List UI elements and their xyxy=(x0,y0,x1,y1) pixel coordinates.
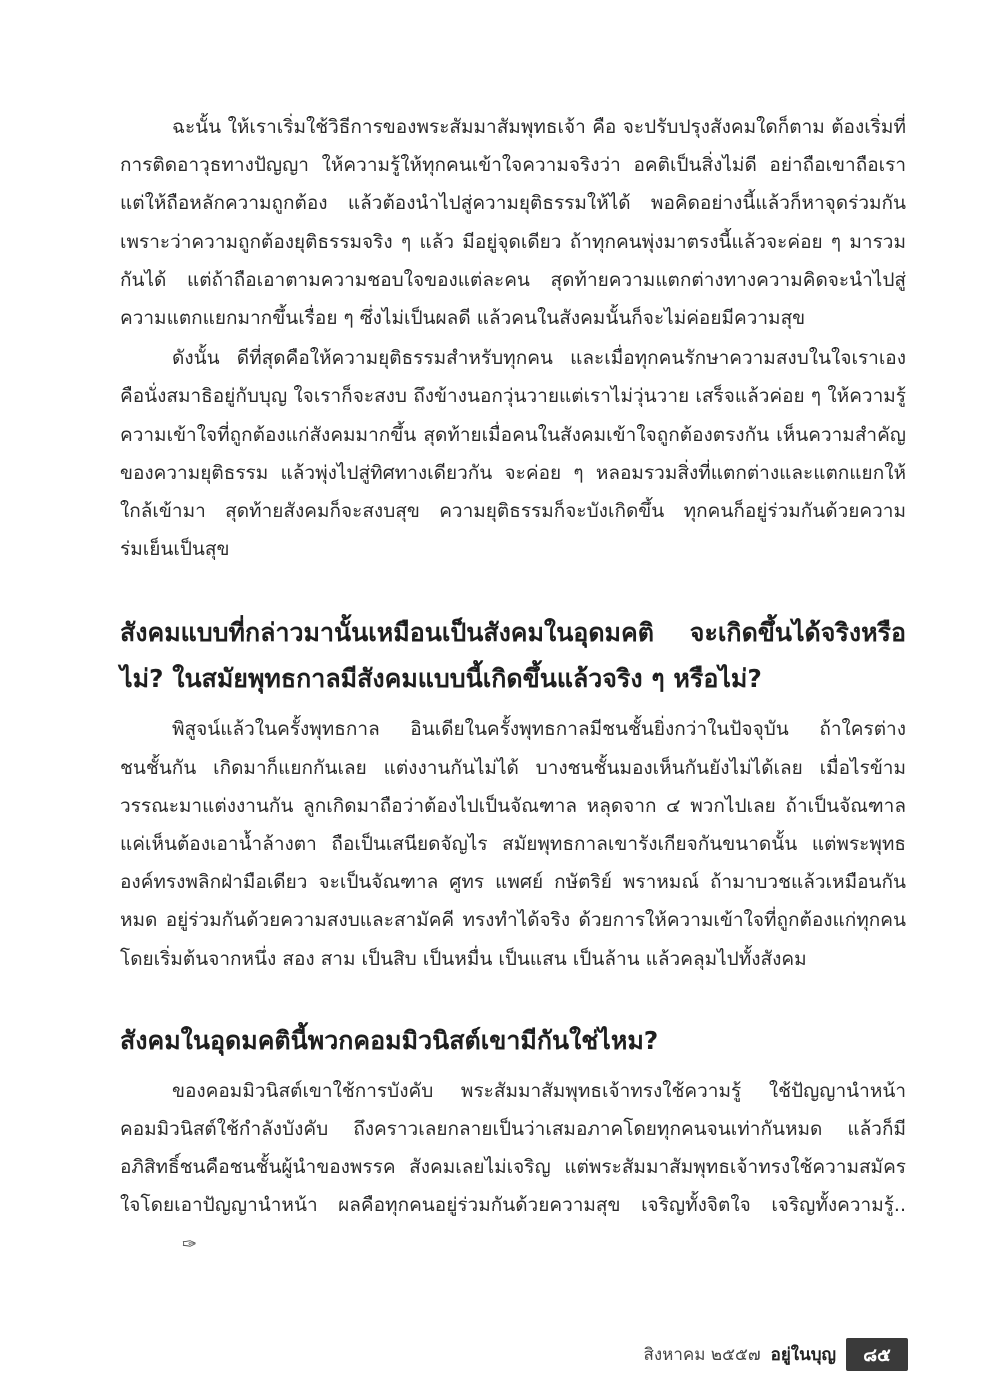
article-body xyxy=(120,108,906,1264)
section-heading-communism: สังคมในอุดมคตินี้พวกคอมมิวนิสต์เขามีกันใช่ไหม? xyxy=(120,1025,659,1055)
end-of-article-icon: ✑ xyxy=(182,1233,198,1255)
paragraph-4-text: ของคอมมิวนิสต์เขาใช้การบังคับ พระสัมมาสัมพุทธเจ้าทรงใช้ความรู้ ใช้ปัญญานำหน้า คอมมิวนิสต์ใช้กำลังบังคับ ถึงคราวเลยกลายเป็นว่าเสมอภาคโดยทุกคนจนเท่ากันหมด แล้วก็มีอภิสิทธิ์ชนคือชนชั้นผู้นำของพรรค สังคมเลยไม่เจริญ แต่พระสัมมาสัมพุทธเจ้าทรงใช้ความสมัครใจโดยเอาปัญญานำหน้า ผลคือทุกคนอยู่ร่วมกันด้วยความสุข เจริญทั้งจิตใจ เจริญทั้งความรู้.. xyxy=(120,1079,906,1217)
paragraph-4 xyxy=(120,1072,906,1264)
issue-date: สิงหาคม ๒๕๕๗ xyxy=(643,1344,761,1365)
page-number: ๘๕ xyxy=(846,1338,908,1371)
page-footer xyxy=(643,1338,908,1370)
magazine-name: อยู่ในบุญ xyxy=(770,1344,836,1365)
paragraph-1: ฉะนั้น ให้เราเริ่มใช้วิธีการของพระสัมมาสัมพุทธเจ้า คือ จะปรับปรุงสังคมใดก็ตาม ต้องเริ่มที่การติดอาวุธทางปัญญา ให้ความรู้ให้ทุกคนเข้าใจความจริงว่า อคติเป็นสิ่งไม่ดี อย่าถือเขาถือเรา แต่ให้ถือหลักความถูกต้อง แล้วต้องนำไปสู่ความยุติธรรมให้ได้ พอคิดอย่างนี้แล้วก็หาจุดร่วมกัน เพราะว่าความถูกต้องยุติธรรมจริง ๆ แล้ว มีอยู่จุดเดียว ถ้าทุกคนพุ่งมาตรงนี้แล้วจะค่อย ๆ มารวมกันได้ แต่ถ้าถือเอาตามความชอบใจของแต่ละคน สุดท้ายความแตกต่างทางความคิดจะนำไปสู่ความแตกแยกมากขึ้นเรื่อย ๆ ซึ่งไม่เป็นผลดี แล้วคนในสังคมนั้นก็จะไม่ค่อยมีความสุข xyxy=(120,116,906,330)
paragraph-3: พิสูจน์แล้วในครั้งพุทธกาล อินเดียในครั้งพุทธกาลมีชนชั้นยิ่งกว่าในปัจจุบัน ถ้าใครต่างชนชั้นกัน เกิดมาก็แยกกันเลย แต่งงานกันไม่ได้ บางชนชั้นมองเห็นกันยังไม่ได้เลย เมื่อไรข้ามวรรณะมาแต่งงานกัน ลูกเกิดมาถือว่าต้องไปเป็นจัณฑาล หลุดจาก ๔ พวกไปเลย ถ้าเป็นจัณฑาลแค่เห็นต้องเอาน้ำล้างตา ถือเป็นเสนียดจัญไร สมัยพุทธกาลเขารังเกียจกันขนาดนั้น แต่พระพุทธองค์ทรงพลิกฝ่ามือเดียว จะเป็นจัณฑาล ศูทร แพศย์ กษัตริย์ พราหมณ์ ถ้ามาบวชแล้วเหมือนกันหมด อยู่ร่วมกันด้วยความสงบและสามัคคี ทรงทำได้จริง ด้วยการให้ความเข้าใจที่ถูกต้องแก่ทุกคนโดยเริ่มต้นจากหนึ่ง สอง สาม เป็นสิบ เป็นหมื่น เป็นแสน เป็นล้าน แล้วคลุมไปทั้งสังคม xyxy=(120,718,906,970)
paragraph-2: ดังนั้น ดีที่สุดคือให้ความยุติธรรมสำหรับทุกคน และเมื่อทุกคนรักษาความสงบในใจเราเองคือนั่งสมาธิอยู่กับบุญ ใจเราก็จะสงบ ถึงข้างนอกวุ่นวายแต่เราไม่วุ่นวาย เสร็จแล้วค่อย ๆ ให้ความรู้ความเข้าใจที่ถูกต้องแก่สังคมมากขึ้น สุดท้ายเมื่อคนในสังคมเข้าใจถูกต้องตรงกัน เห็นความสำคัญของความยุติธรรม แล้วพุ่งไปสู่ทิศทางเดียวกัน จะค่อย ๆ หลอมรวมสิ่งที่แตกต่างและแตกแยกให้ใกล้เข้ามา สุดท้ายสังคมก็จะสงบสุข ความยุติธรรมก็จะบังเกิดขึ้น ทุกคนก็อยู่ร่วมกันด้วยความร่มเย็นเป็นสุข xyxy=(120,347,906,561)
section-heading-ideal-society: สังคมแบบที่กล่าวมานั้นเหมือนเป็นสังคมในอุดมคติ จะเกิดขึ้นได้จริงหรือไม่? ในสมัยพุทธกาลมีสังคมแบบนี้เกิดขึ้นแล้วจริง ๆ หรือไม่? xyxy=(120,618,906,694)
